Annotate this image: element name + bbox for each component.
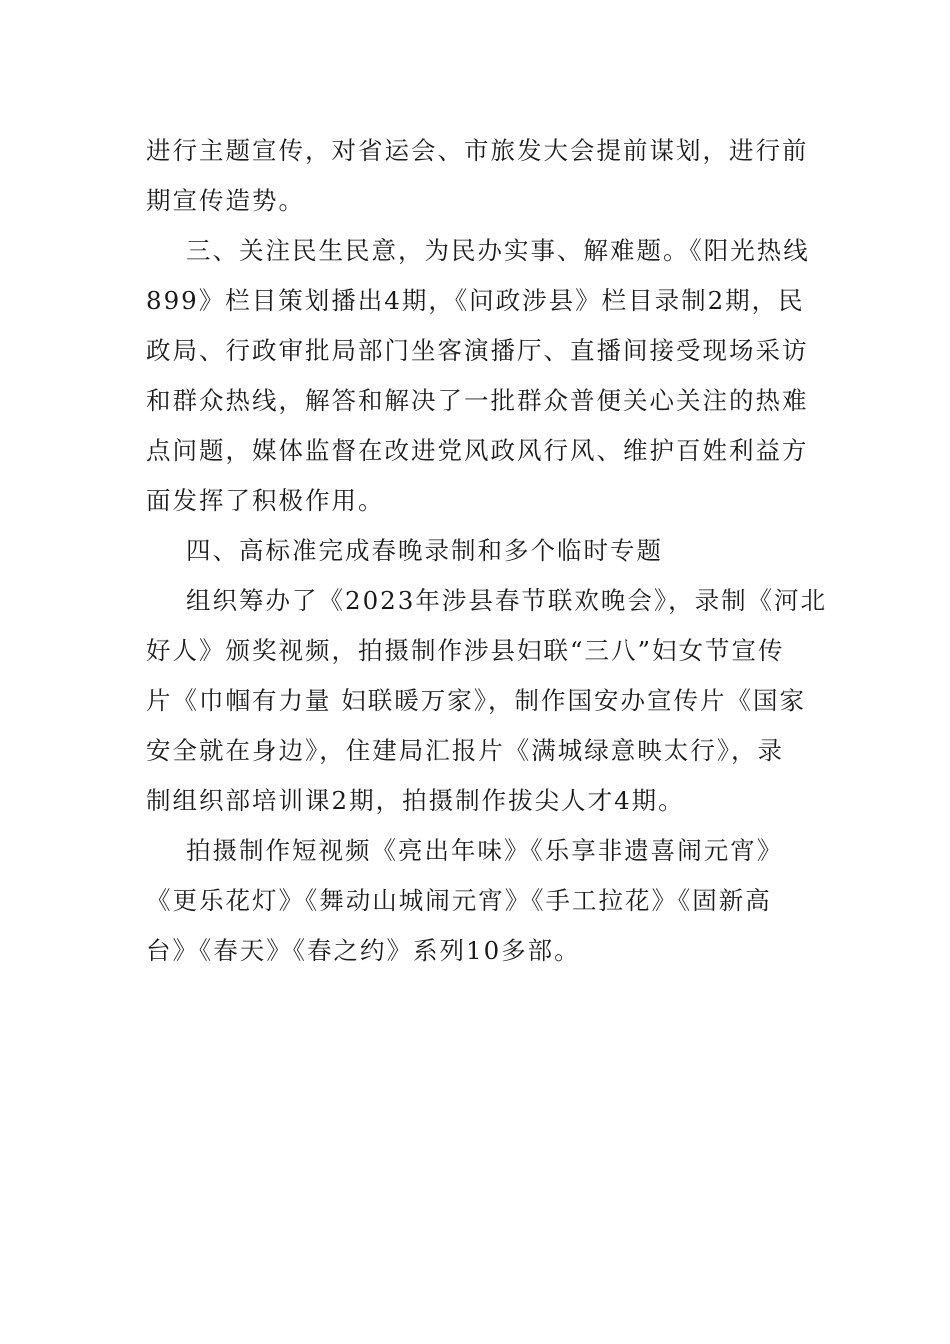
text-line: 台》《春天》《春之约》系列10多部。 xyxy=(146,936,581,965)
paragraph-spring-gala xyxy=(146,576,828,826)
text-line: 组织筹办了《2023年涉县春节联欢晚会》，录制《河北 xyxy=(186,586,828,615)
text-line: 安全就在身边》，住建局汇报片《满城绿意映太行》，录 xyxy=(146,736,784,765)
text-line: 拍摄制作短视频《亮出年味》《乐享非遗喜闹元宵》 xyxy=(186,836,784,865)
document-body xyxy=(146,126,828,976)
paragraph-section-four-heading xyxy=(146,526,806,576)
text-line: 好人》颁奖视频，拍摄制作涉县妇联“三八”妇女节宣传 xyxy=(146,636,785,665)
text-line: 《更乐花灯》《舞动山城闹元宵》《手工拉花》《固新高 xyxy=(146,886,772,915)
section-heading: 四、高标准完成春晚录制和多个临时专题 xyxy=(186,536,663,565)
text-line: 进行主题宣传，对省运会、市旅发大会提前谋划，进行前 xyxy=(146,136,809,165)
paragraph-section-three xyxy=(146,226,810,526)
text-line: 制组织部培训课2期，拍摄制作拔尖人才4期。 xyxy=(146,786,685,815)
paragraph-continuation xyxy=(146,126,809,226)
text-line: 面发挥了积极作用。 xyxy=(146,486,385,515)
text-line: 政局、行政审批局部门坐客演播厅、直播间接受现场采访 xyxy=(146,336,809,365)
text-line: 点问题，媒体监督在改进党风政风行风、维护百姓利益方 xyxy=(146,436,809,465)
text-line: 片《巾帼有力量 妇联暖万家》，制作国安办宣传片《国家 xyxy=(146,686,807,715)
paragraph-short-videos xyxy=(146,826,806,976)
text-line: 899》栏目策划播出4期，《问政涉县》栏目录制2期，民 xyxy=(146,286,805,315)
text-line: 期宣传造势。 xyxy=(146,186,305,215)
text-line: 和群众热线，解答和解决了一批群众普便关心关注的热难 xyxy=(146,386,809,415)
section-heading-line: 三、关注民生民意，为民办实事、解难题。《阳光热线 xyxy=(186,236,810,265)
